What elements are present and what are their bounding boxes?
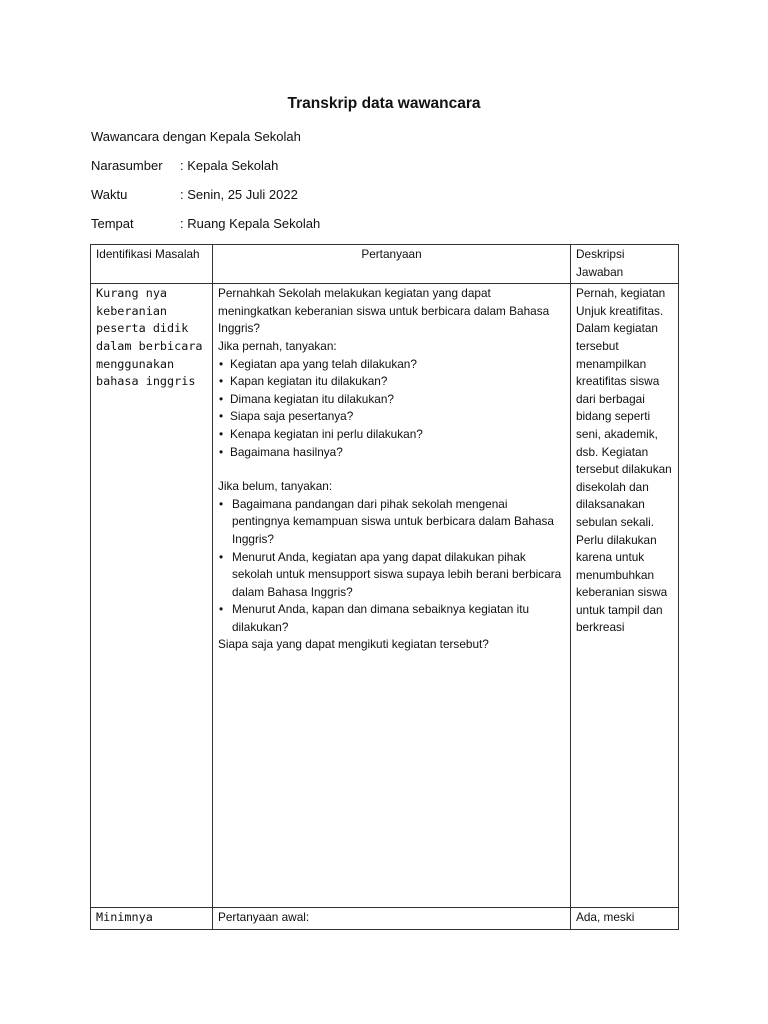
- jawaban-cell: Pernah, kegiatan Unjuk kreatifitas. Dalam kegiatan tersebut menampilkan kreatifitas siswa dari berbagai bidang seperti seni, akademik, dsb. Kegiatan tersebut dilakukan disekolah dan dilaksanakan sebulan sekali. Perlu dilakukan karena untuk menumbuhkan keberanian siswa untuk tampil dan berkreasi: [571, 284, 679, 908]
- meta-value: : Senin, 25 Juli 2022: [180, 187, 298, 202]
- if-yes-label: Jika pernah, tanyakan:: [218, 338, 337, 353]
- table-row: [91, 908, 679, 930]
- meta-value: : Kepala Sekolah: [180, 158, 279, 173]
- if-no-label: Jika belum, tanyakan:: [218, 479, 333, 494]
- header-deskripsi: Deskripsi Jawaban: [571, 245, 679, 284]
- table-header-row: [91, 245, 679, 284]
- masalah-cell: Kurang nya keberanian peserta didik dalam berbicara menggunakan bahasa inggris: [91, 284, 213, 908]
- page-title: Transkrip data wawancara: [287, 95, 481, 112]
- meta-label: Tempat: [91, 216, 134, 231]
- question-intro: Pernahkah Sekolah melakukan kegiatan yang dapat meningkatkan keberanian siswa untuk berbicara dalam Bahasa Inggris?: [218, 286, 550, 336]
- interview-table: [90, 244, 679, 930]
- list-item: • Dimana kegiatan itu dilakukan?: [218, 391, 565, 409]
- pertanyaan-cell: Pertanyaan awal:: [213, 908, 571, 930]
- meta-value: : Ruang Kepala Sekolah: [180, 216, 321, 231]
- list-item: • Bagaimana pandangan dari pihak sekolah mengenai pentingnya kemampuan siswa untuk berbicara dalam Bahasa Inggris?: [218, 496, 565, 549]
- subtitle: Wawancara dengan Kepala Sekolah: [91, 129, 301, 144]
- closing-question: Siapa saja yang dapat mengikuti kegiatan tersebut?: [218, 637, 489, 652]
- meta-label: Waktu: [91, 187, 128, 202]
- header-identifikasi: Identifikasi Masalah: [91, 245, 213, 284]
- meta-row-tempat: [91, 216, 320, 231]
- list-item: • Kegiatan apa yang telah dilakukan?: [218, 356, 565, 374]
- header-pertanyaan: Pertanyaan: [213, 245, 571, 284]
- yes-question-list: [218, 356, 565, 462]
- list-item: • Kenapa kegiatan ini perlu dilakukan?: [218, 426, 565, 444]
- meta-row-narasumber: [91, 158, 278, 173]
- pertanyaan-cell: [213, 284, 571, 908]
- list-item: • Siapa saja pesertanya?: [218, 408, 565, 426]
- jawaban-cell: Ada, meski: [571, 908, 679, 930]
- list-item: • Bagaimana hasilnya?: [218, 444, 565, 462]
- masalah-cell: Minimnya: [91, 908, 213, 930]
- list-item: • Menurut Anda, kegiatan apa yang dapat dilakukan pihak sekolah untuk mensupport siswa supaya lebih berani berbicara dalam Bahasa Inggris?: [218, 549, 565, 602]
- table-row: [91, 284, 679, 908]
- meta-row-waktu: [91, 187, 298, 202]
- meta-label: Narasumber: [91, 158, 163, 173]
- list-item: • Menurut Anda, kapan dan dimana sebaiknya kegiatan itu dilakukan?: [218, 601, 565, 636]
- list-item: • Kapan kegiatan itu dilakukan?: [218, 373, 565, 391]
- no-question-list: [218, 496, 565, 637]
